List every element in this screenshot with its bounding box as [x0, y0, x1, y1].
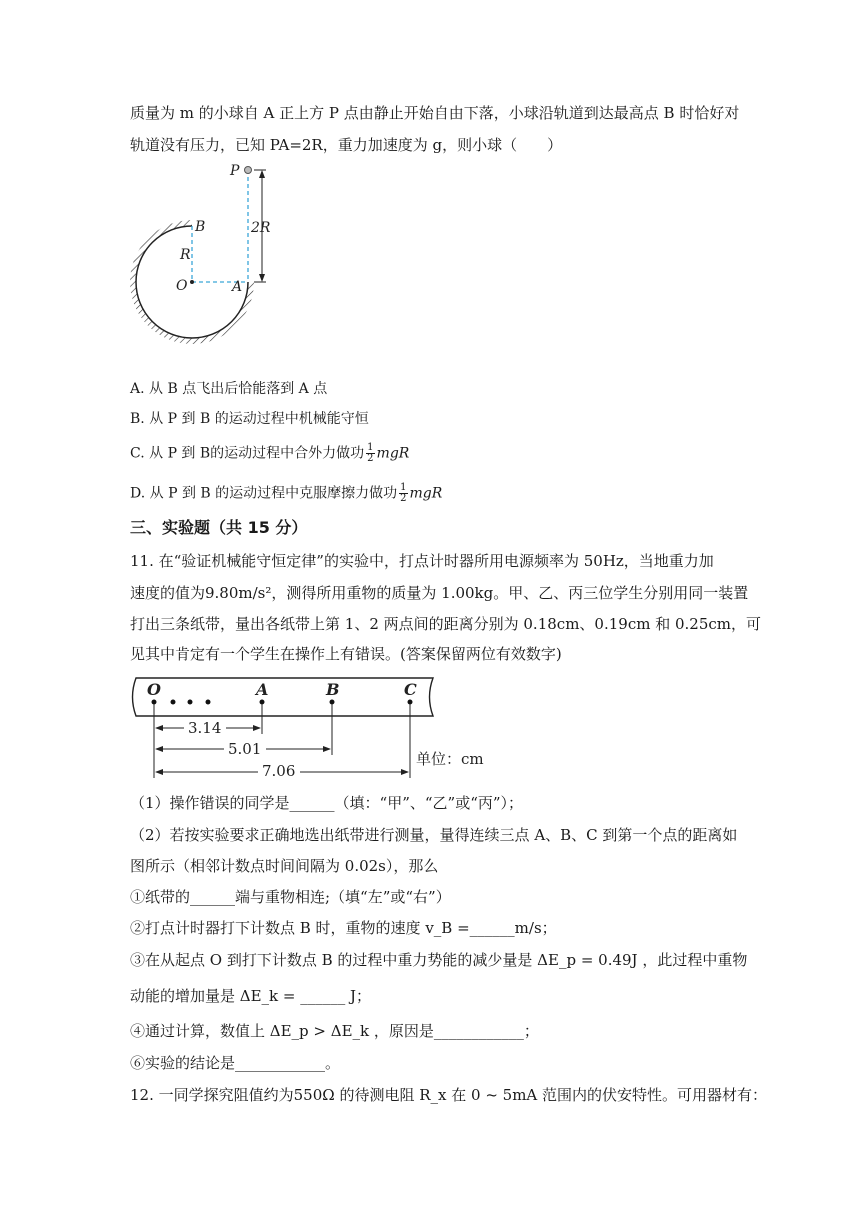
q10-option-c [130, 443, 409, 464]
dot-1 [171, 700, 176, 705]
q11-sub-2-line-1: （2）若按实验要求正确地选出纸带进行测量，量得连续三点 A、B、C 到第一个点的距离如 [130, 826, 738, 844]
q11-item-5: ⑥实验的结论是____________。 [130, 1054, 341, 1072]
label-P: P [230, 163, 240, 179]
q11-item-4: ④通过计算，数值上 ΔE_p > ΔE_k ，原因是____________； [130, 1022, 539, 1040]
option-c-text: C. 从 P 到 B的运动过程中合外力做功 [130, 445, 365, 462]
tape-label-C: C [404, 680, 417, 699]
tape-label-A: A [256, 680, 269, 699]
tape-label-B: B [326, 680, 340, 699]
q11-line-3: 打出三条纸带，量出各纸带上第 1、2 两点间的距离分别为 0.18cm、0.19cm 和 0.25cm，可 [130, 615, 761, 633]
dim-OB-value: 5.01 [228, 740, 262, 758]
option-d-tail: mgR [409, 485, 443, 502]
section-heading: 三、实验题（共 15 分） [130, 518, 308, 537]
dot-O [152, 700, 157, 705]
label-A: A [232, 279, 243, 295]
dim-OA-value: 3.14 [188, 719, 222, 737]
q12-line-1: 12. 一同学探究阻值约为550Ω 的待测电阻 R_x 在 0 ~ 5mA 范围内的伏安特性。可用器材有： [130, 1086, 768, 1104]
q10-option-d [130, 483, 442, 504]
q10-line-1: 质量为 m 的小球自 A 正上方 P 点由静止开始自由下落，小球沿轨道到达最高点 B 时恰好对 [130, 104, 740, 122]
dot-C [408, 700, 413, 705]
q11-line-2: 速度的值为9.80m/s²，测得所用重物的质量为 1.00kg。甲、乙、丙三位学生分别用同一装置 [130, 584, 749, 602]
tape-unit: 单位：cm [416, 750, 484, 768]
label-R: R [180, 247, 191, 263]
q11-item-2: ②打点计时器打下计数点 B 时，重物的速度 v_B =______m/s； [130, 919, 557, 937]
q11-item-3-line-2: 动能的增加量是 ΔE_k = ______ J； [130, 987, 372, 1005]
q10-line-2: 轨道没有压力，已知 PA=2R，重力加速度为 g，则小球（ ） [130, 136, 563, 154]
dim-OC-value: 7.06 [262, 762, 296, 780]
ball-P [245, 167, 252, 174]
q11-item-1: ①纸带的______端与重物相连;（填“左”或“右”） [130, 888, 451, 906]
dot-3 [206, 700, 211, 705]
q10-track-figure [124, 158, 294, 348]
q11-sub-2-line-2: 图所示（相邻计数点时间间隔为 0.02s），那么 [130, 857, 439, 875]
option-d-text: D. 从 P 到 B 的运动过程中克服摩擦力做功 [130, 485, 398, 502]
option-c-tail: mgR [376, 445, 410, 462]
option-d-fraction: $\frac{1}{2}$ [400, 482, 407, 504]
center-O [190, 280, 194, 284]
q11-line-1: 11. 在“验证机械能守恒定律”的实验中，打点计时器所用电源频率为 50Hz，当地重力加 [130, 552, 714, 570]
q11-paper-tape-figure [128, 676, 508, 784]
q11-line-4: 见其中肯定有一个学生在操作上有错误。(答案保留两位有效数字) [130, 645, 562, 663]
dot-B [330, 700, 335, 705]
dot-2 [188, 700, 193, 705]
paper-tape [133, 678, 434, 716]
q10-option-b: B. 从 P 到 B 的运动过程中机械能守恒 [130, 411, 369, 427]
q10-option-a: A. 从 B 点飞出后恰能落到 A 点 [130, 381, 328, 397]
tape-label-O: O [147, 680, 161, 699]
q11-item-3-line-1: ③在从起点 O 到打下计数点 B 的过程中重力势能的减少量是 ΔE_p = 0.49J ，此过程中重物 [130, 951, 748, 969]
label-B: B [195, 219, 206, 235]
dot-A [260, 700, 265, 705]
label-O: O [176, 278, 188, 294]
q11-sub-1: （1）操作错误的同学是______（填：“甲”、“乙”或“丙”）； [130, 794, 524, 812]
option-c-fraction: $\frac{1}{2}$ [367, 442, 374, 464]
label-2R: 2R [251, 220, 271, 236]
